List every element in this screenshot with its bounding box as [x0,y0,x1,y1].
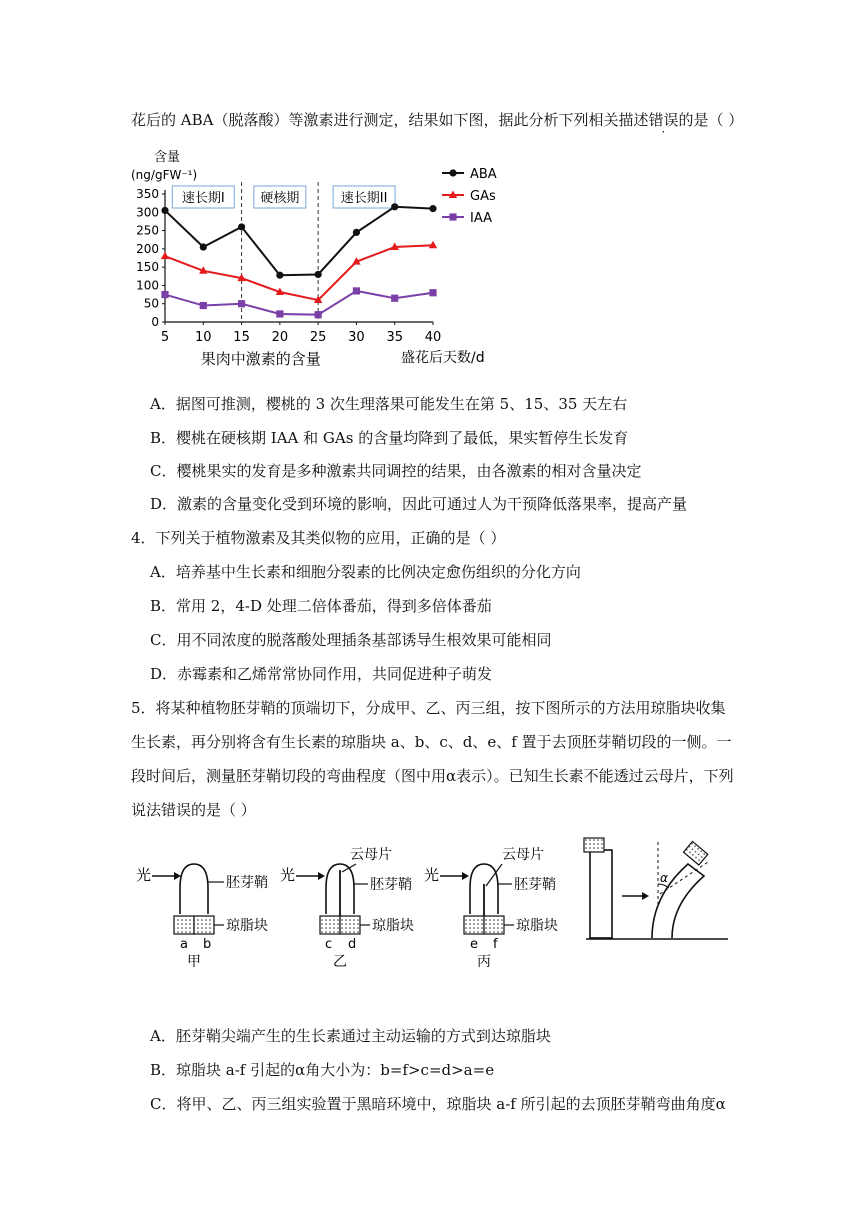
light-arrow-head [318,872,325,880]
legend-marker [449,213,456,220]
block-label-a: a [180,937,188,952]
light-arrow-head [462,872,469,880]
group-label-jia: 甲 [187,954,201,970]
q5-stem-line-3: 段时间后，测量胚芽鞘切段的弯曲程度（图中用α表示）。已知生长素不能透过云母片，下列 [131,767,734,785]
y-tick-label: 150 [136,260,159,275]
block-label-f: f [493,937,498,952]
angle-label: α [660,871,668,885]
data-point-iaa [391,295,398,302]
block-label-d: d [348,937,357,952]
q3-option-a[interactable]: A．据图可推测，樱桃的 3 次生理落果可能发生在第 5、15、35 天左右 [150,395,628,413]
light-label: 光 [136,866,152,884]
q3-option-b[interactable]: B．樱桃在硬核期 IAA 和 GAs 的含量均降到了最低，果实暂停生长发育 [150,429,629,447]
x-tick-label: 20 [271,330,289,345]
legend-label: ABA [470,167,497,182]
q5-option-b[interactable]: B．琼脂块 a-f 引起的α角大小为：b=f>c=d>a=e [150,1061,495,1079]
q3-intro [131,110,743,130]
agar-label: 琼脂块 [372,918,414,934]
y-axis-label: 含量 [154,150,181,165]
agar-block-on-top [584,838,604,852]
coleoptile-label: 胚芽鞘 [514,877,556,893]
q4-option-d[interactable]: D．赤霉素和乙烯常常协同作用，共同促进种子萌发 [150,665,493,683]
legend-label: IAA [470,211,492,226]
phase-label: 硬核期 [260,191,300,206]
mica-pointer [486,864,502,886]
data-point-iaa [429,289,436,296]
q4-option-b[interactable]: B．常用 2，4-D 处理二倍体番茄，得到多倍体番茄 [150,597,492,615]
agar-block-e [464,916,484,934]
legend-label: GAs [470,189,496,204]
x-tick-label: 25 [309,330,327,345]
data-point-iaa [276,310,283,317]
y-tick-label: 350 [136,187,159,201]
q5-option-c[interactable]: C．将甲、乙、丙三组实验置于黑暗环境中，琼脂块 a-f 所引起的去顶胚芽鞘弯曲角度α [150,1095,726,1113]
q4-stem: 4．下列关于植物激素及其类似物的应用，正确的是（ ） [131,529,506,547]
y-axis-unit: (ng/gFW⁻¹) [131,168,198,182]
mica-label: 云母片 [350,847,392,863]
bending-test [584,838,728,939]
group-yi [280,846,414,970]
data-point-aba [429,205,436,212]
phase-label: 速长期I [181,191,225,206]
phase-label: 速长期II [340,191,388,206]
q3-option-d[interactable]: D．激素的含量变化受到环境的影响，因此可通过人为干预降低落果率，提高产量 [150,495,688,513]
x-tick-label: 5 [160,330,170,345]
data-point-aba [161,207,168,214]
data-point-gas [161,252,169,260]
data-point-aba [238,223,245,230]
x-tick-label: 15 [233,330,250,345]
data-point-iaa [315,311,322,318]
q5-stem-line-2: 生长素，再分别将含有生长素的琼脂块 a、b、c、d、e、f 置于去顶胚芽鞘切段的一侧。一 [131,733,732,751]
q5-option-a[interactable]: A．胚芽鞘尖端产生的生长素通过主动运输的方式到达琼脂块 [150,1027,551,1045]
decapitated-coleoptile [590,850,612,938]
agar-block-b [194,916,214,934]
legend-marker [449,169,456,176]
q3-intro-emphasis: 错误 [648,111,679,129]
x-tick-label: 35 [386,330,403,345]
agar-block-f [484,916,504,934]
group-jia [136,864,268,970]
x-tick-label: 40 [424,330,442,345]
light-label: 光 [280,866,296,884]
mica-label: 云母片 [502,847,544,863]
y-tick-label: 200 [136,241,159,256]
x-tick-label: 10 [195,330,212,345]
data-point-iaa [200,302,207,309]
group-label-yi: 乙 [333,954,347,970]
hormone-chart [128,145,498,377]
q3-intro-prefix: 花后的 ABA（脱落酸）等激素进行测定，结果如下图，据此分析下列相关描述 [131,111,649,129]
group-label-bing: 丙 [477,954,491,970]
data-point-aba [353,229,360,236]
data-point-iaa [353,287,360,294]
data-point-aba [391,203,398,210]
x-tick-label: 30 [348,330,365,345]
chart-caption: 果肉中激素的含量 [200,350,321,368]
block-label-e: e [470,937,478,952]
data-point-aba [276,272,283,279]
agar-block-c [320,916,340,934]
q3-option-c[interactable]: C．樱桃果实的发育是多种激素共同调控的结果，由各激素的相对含量决定 [150,462,642,480]
block-label-b: b [203,937,212,952]
y-tick-label: 300 [136,205,159,220]
q5-stem-line-4: 说法错误的是（ ） [131,801,256,819]
process-arrow-head [642,892,649,900]
data-point-aba [200,243,207,250]
coleoptile-label: 胚芽鞘 [370,877,412,893]
coleoptile-label: 胚芽鞘 [226,875,268,891]
q4-option-a[interactable]: A．培养基中生长素和细胞分裂素的比例决定愈伤组织的分化方向 [150,563,581,581]
agar-block-d [340,916,360,934]
q3-intro-suffix: 的是（ ） [678,111,744,129]
data-point-iaa [161,291,168,298]
data-point-iaa [238,300,245,307]
agar-block-tilted [683,841,707,865]
q5-stem-line-1: 5．将某种植物胚芽鞘的顶端切下，分成甲、乙、丙三组，按下图所示的方法用琼脂块收集 [131,699,726,717]
x-axis-label: 盛花后天数/d [401,350,485,366]
agar-label: 琼脂块 [226,918,268,934]
y-tick-label: 250 [136,223,159,238]
data-point-aba [315,271,322,278]
series-line-aba [165,207,433,275]
q4-option-c[interactable]: C．用不同浓度的脱落酸处理插条基部诱导生根效果可能相同 [150,631,552,649]
y-tick-label: 50 [143,296,159,311]
y-tick-label: 0 [151,315,159,329]
agar-label: 琼脂块 [516,918,558,934]
light-label: 光 [424,866,440,884]
y-tick-label: 100 [136,278,159,293]
coleoptile-diagram [128,834,733,974]
agar-block-a [174,916,194,934]
block-label-c: c [325,937,333,952]
coleoptile-tip [180,864,208,914]
group-bing [424,846,558,970]
